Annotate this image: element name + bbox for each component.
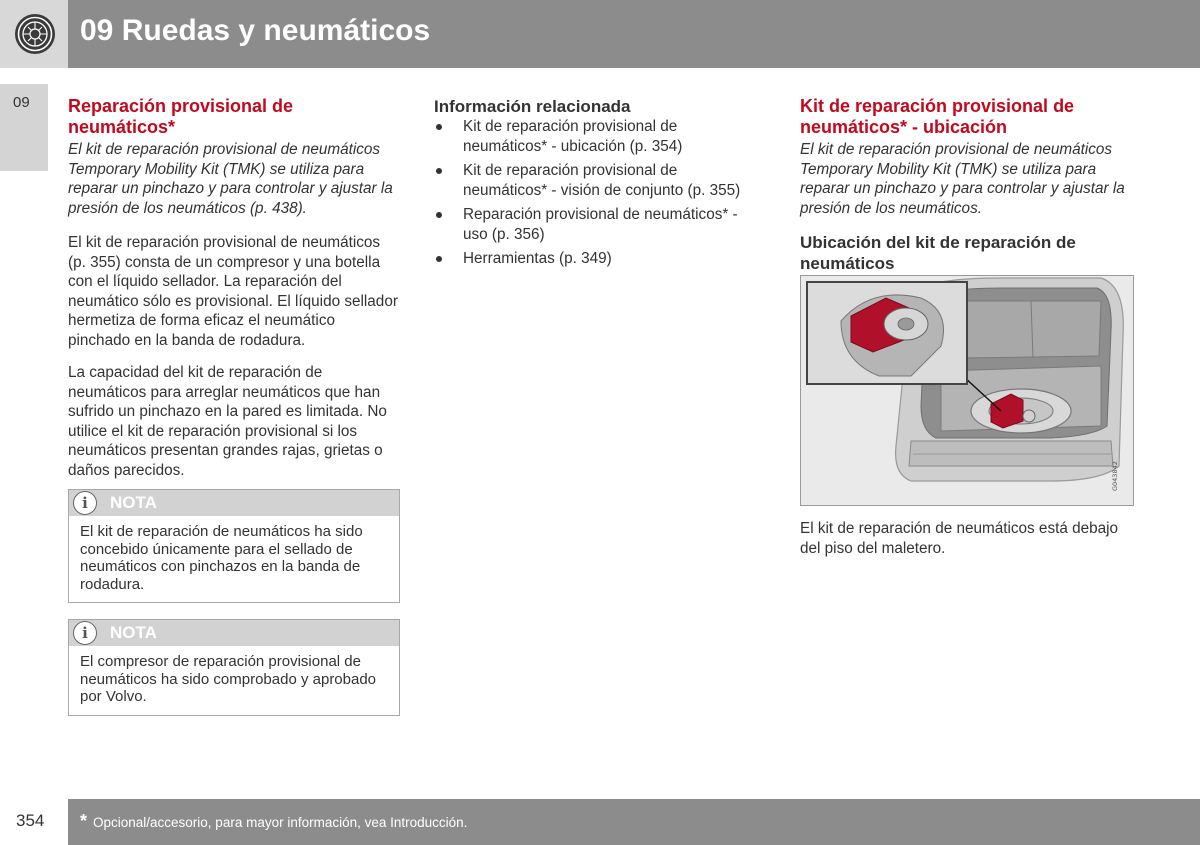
note-text: El kit de reparación de neumáticos ha sido concebido únicamente para el sellado de neumáticos con pinchazos en la banda de rodadura.	[80, 523, 363, 593]
bullet	[436, 212, 442, 218]
figure-caption: El kit de reparación de neumáticos está debajo del piso del maletero.	[800, 520, 1119, 557]
note-header	[69, 490, 399, 516]
figure-code: G043842	[1111, 461, 1119, 491]
paragraph-kit-contents: El kit de reparación provisional de neumáticos (p. 355) consta de un compresor y una botella con el líquido sellador. La reparación del neumático sólo es provisional. El líquido sellador hermetiza de forma eficaz el neumático pinchado en la banda de rodadura.	[68, 234, 398, 349]
info-icon: i	[73, 621, 97, 645]
paragraph-kit-limits: La capacidad del kit de reparación de neumáticos para arreglar neumáticos que han sufrido un pinchazo en la pared es limitada. No utilice el kit de reparación provisional si los neumáticos presentan grandes rajas, grietas o daños parecidos.	[68, 364, 387, 479]
chapter-tab	[0, 84, 48, 171]
bullet	[436, 124, 442, 130]
related-link-location[interactable]: Kit de reparación provisional de neumáticos* - ubicación (p. 354)	[434, 117, 763, 156]
note-text: El compresor de reparación provisional de neumáticos ha sido comprobado y aprobado por Volvo.	[80, 653, 377, 705]
note-box-2	[68, 619, 400, 716]
section-title-repair: Reparación provisional de neumáticos*	[68, 96, 294, 137]
section-intro-location: El kit de reparación provisional de neumáticos Temporary Mobility Kit (TMK) se utiliza para reparar un pinchazo y para controlar y ajustar la presión de los neumáticos.	[800, 141, 1125, 217]
location-subtitle: Ubicación del kit de reparación de neumáticos	[800, 233, 1076, 273]
related-link-tools[interactable]: Herramientas (p. 349)	[434, 249, 763, 269]
section-title-location: Kit de reparación provisional de neumáticos* - ubicación	[800, 96, 1075, 137]
related-link-overview[interactable]: Kit de reparación provisional de neumáticos* - visión de conjunto (p. 355)	[434, 161, 763, 200]
chapter-title: 09 Ruedas y neumáticos	[80, 14, 431, 47]
info-icon: i	[73, 491, 97, 515]
related-info-title: Información relacionada	[434, 97, 631, 116]
trunk-illustration	[800, 275, 1134, 506]
section-intro-repair: El kit de reparación provisional de neumáticos Temporary Mobility Kit (TMK) se utiliza para reparar un pinchazo y para controlar y ajustar la presión de los neumáticos (p. 438).	[68, 141, 393, 217]
related-links-list	[434, 117, 764, 269]
bullet	[436, 168, 442, 174]
column-repair-intro	[68, 96, 398, 480]
page-number: 354	[16, 811, 45, 830]
tire-icon	[14, 13, 56, 55]
note-box-1	[68, 489, 400, 603]
column-related-info	[434, 96, 764, 274]
column-kit-location	[800, 96, 1130, 274]
related-link-usage[interactable]: Reparación provisional de neumáticos* - uso (p. 356)	[434, 205, 763, 244]
note-title: NOTA	[110, 623, 157, 642]
footnote-star: *	[80, 811, 88, 831]
footnote-text: Opcional/accesorio, para mayor información, vea Introducción.	[93, 815, 468, 830]
trunk-drawing	[801, 276, 1133, 505]
bullet	[436, 256, 442, 262]
header-icon-box	[0, 0, 68, 68]
chapter-tab-label: 09	[13, 94, 30, 111]
note-header	[69, 620, 399, 646]
note-title: NOTA	[110, 493, 157, 512]
